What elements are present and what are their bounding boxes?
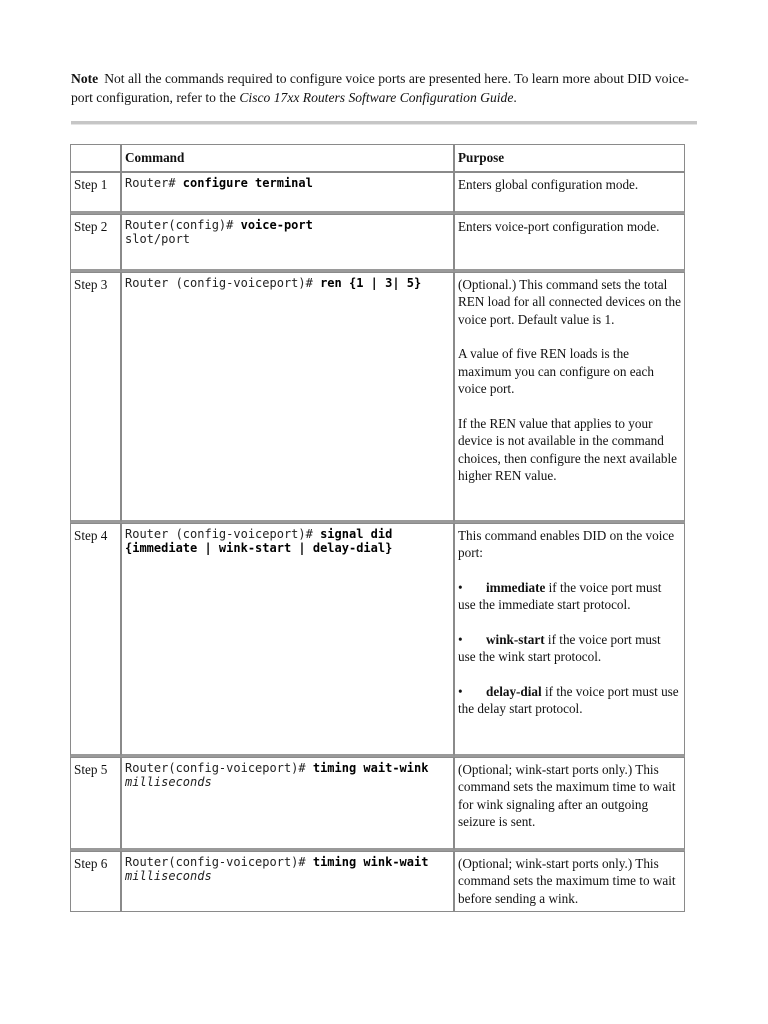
bullet-item: • immediate if the voice port must use the immediate start protocol. — [458, 579, 662, 612]
guide-title-link[interactable]: Cisco 17xx Routers Software Configuration Guide — [239, 90, 514, 105]
table-row — [70, 172, 685, 214]
step-label: Step 1 — [70, 172, 121, 214]
bullet-icon: • — [458, 631, 463, 647]
table-row — [70, 272, 685, 523]
note-label: Note — [71, 71, 99, 86]
header-command: Command — [121, 144, 454, 172]
bullet-icon: • — [458, 683, 463, 699]
note-text: Not all the commands required to configure voice ports are presented here. To learn more about DID voice-port configuration, refer to the — [71, 71, 689, 105]
bullet-item: • wink-start if the voice port must use the wink start protocol. — [458, 631, 661, 664]
table-row — [70, 214, 685, 272]
command-cell: Router (config-voiceport)# ren {1 | 3| 5} — [121, 272, 454, 523]
command-cell: Router# configure terminal — [121, 172, 454, 214]
table-row — [70, 851, 685, 913]
purpose-cell: (Optional; wink-start ports only.) This command sets the maximum time to wait before sending a wink. — [454, 851, 685, 913]
bullet-icon: • — [458, 579, 463, 595]
step-label: Step 5 — [70, 757, 121, 851]
purpose-cell: This command enables DID on the voice port: • immediate if the voice port must use the immediate start protocol. • wink-start if the voice port must use the wink start protocol. • delay-dial if the voice port must use the delay start protocol. — [454, 523, 685, 757]
table-row — [70, 757, 685, 851]
command-cell: Router (config-voiceport)# signal did {immediate | wink-start | delay-dial} — [121, 523, 454, 757]
step-label: Step 3 — [70, 272, 121, 523]
purpose-cell: (Optional; wink-start ports only.) This command sets the maximum time to wait for wink signaling after an outgoing seizure is sent. — [454, 757, 685, 851]
bullet-item: • delay-dial if the voice port must use the delay start protocol. — [458, 683, 679, 716]
note-paragraph: Note Not all the commands required to configure voice ports are presented here. To learn more about DID voice-port configuration, refer to the Cisco 17xx Routers Software Configuration Guide. — [71, 71, 689, 105]
command-cell: Router(config-voiceport)# timing wait-wink milliseconds — [121, 757, 454, 851]
step-label: Step 6 — [70, 851, 121, 913]
step-label: Step 2 — [70, 214, 121, 272]
command-table — [70, 144, 685, 912]
command-cell: Router(config)# voice-port slot/port — [121, 214, 454, 272]
step-label: Step 4 — [70, 523, 121, 757]
purpose-cell: Enters voice-port configuration mode. — [454, 214, 685, 272]
table-row — [70, 523, 685, 757]
horizontal-divider — [71, 121, 697, 125]
header-purpose: Purpose — [454, 144, 685, 172]
purpose-cell: (Optional.) This command sets the total REN load for all connected devices on the voice port. Default value is 1. A value of five REN loads is the maximum you can configure on each voice port. If the REN value that applies to your device is not available in the command choices, then configure the next available higher REN value. — [454, 272, 685, 523]
purpose-cell: Enters global configuration mode. — [454, 172, 685, 214]
table-header-row — [70, 144, 685, 172]
header-step — [70, 144, 121, 172]
command-cell: Router(config-voiceport)# timing wink-wait milliseconds — [121, 851, 454, 913]
